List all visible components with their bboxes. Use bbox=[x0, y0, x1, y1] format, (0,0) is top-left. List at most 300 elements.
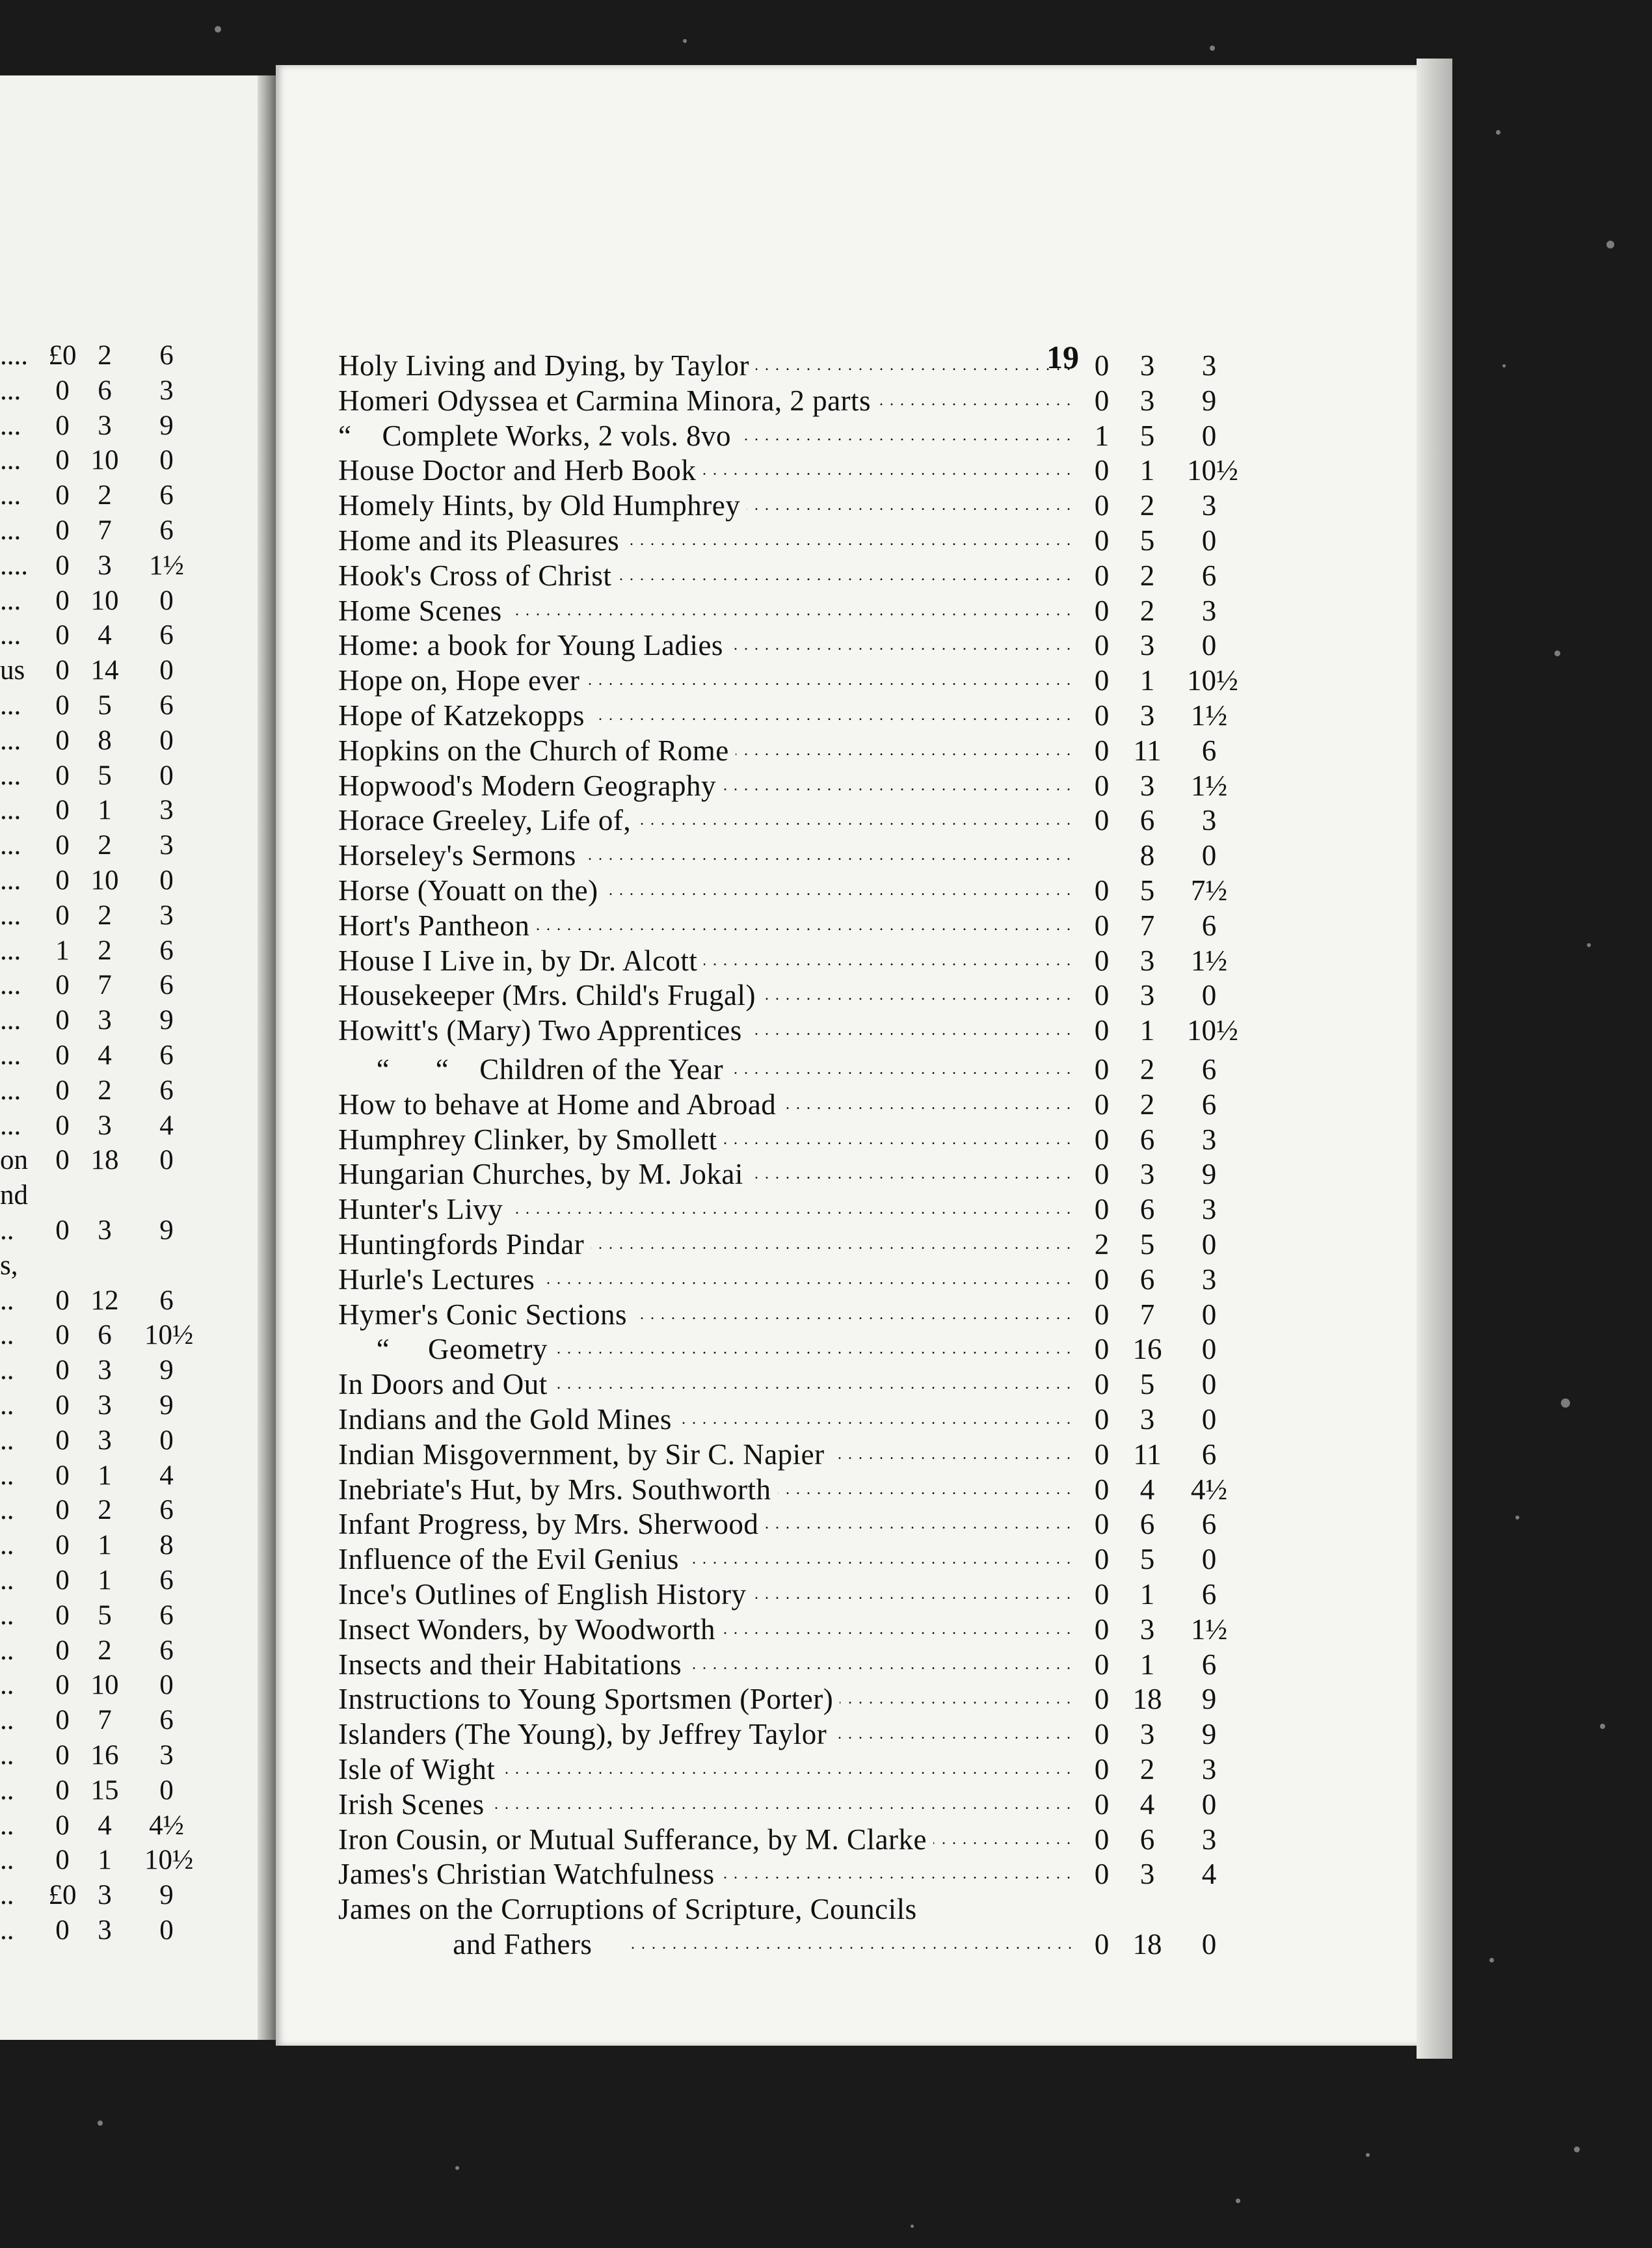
pounds: 0 bbox=[1094, 1403, 1110, 1436]
book-price bbox=[1080, 698, 1262, 733]
pounds: 0 bbox=[55, 1565, 70, 1596]
shillings: 3 bbox=[1139, 1718, 1155, 1751]
book-price bbox=[1080, 978, 1262, 1013]
book-price bbox=[1080, 453, 1262, 488]
book-title bbox=[338, 1612, 1077, 1647]
pounds: 0 bbox=[55, 585, 70, 616]
left-row-tail: .. bbox=[0, 1285, 14, 1316]
shillings: 3 bbox=[98, 550, 112, 581]
shillings: 6 bbox=[1139, 1123, 1155, 1156]
shillings: 3 bbox=[98, 1880, 112, 1911]
pounds: 0 bbox=[55, 1845, 70, 1876]
pence: 6 bbox=[1201, 1088, 1217, 1121]
shillings: 5 bbox=[98, 760, 112, 791]
pounds: 0 bbox=[1094, 1928, 1110, 1960]
list-item bbox=[0, 943, 1228, 978]
pounds: 0 bbox=[1094, 1578, 1110, 1611]
pence: 3 bbox=[159, 795, 174, 826]
pence: 4 bbox=[159, 1110, 174, 1141]
pounds: 0 bbox=[1094, 1123, 1110, 1156]
book-title bbox=[338, 593, 1077, 628]
shillings: 6 bbox=[1139, 804, 1155, 837]
list-item bbox=[0, 803, 1217, 838]
book-title-text: Hunter's Livy bbox=[338, 1193, 509, 1225]
list-item bbox=[0, 1927, 1217, 1962]
shillings: 6 bbox=[1139, 1263, 1155, 1296]
left-row-tail: .. bbox=[0, 1670, 14, 1701]
page-number: 19 bbox=[1046, 339, 1079, 375]
shillings: 3 bbox=[1139, 979, 1155, 1012]
shillings: 2 bbox=[98, 340, 112, 371]
book-title bbox=[338, 768, 1077, 803]
dust-speck bbox=[1431, 449, 1435, 453]
list-item bbox=[0, 1052, 1217, 1087]
list-item bbox=[0, 558, 1217, 593]
book-title-text: Isle of Wight bbox=[338, 1753, 501, 1786]
shillings: 3 bbox=[98, 1005, 112, 1036]
dust-speck bbox=[1587, 943, 1591, 947]
pounds: 0 bbox=[1094, 1787, 1110, 1821]
pence: 3 bbox=[1201, 594, 1217, 627]
pounds: 0 bbox=[1094, 1683, 1110, 1716]
shillings: 1 bbox=[1139, 1014, 1155, 1047]
left-row-tail: .. bbox=[0, 1530, 14, 1561]
list-item bbox=[0, 1506, 1217, 1542]
book-title-text: Horse (Youatt on the) bbox=[338, 874, 605, 907]
pounds: 0 bbox=[1094, 874, 1110, 907]
dust-speck bbox=[455, 2166, 459, 2170]
shillings: 2 bbox=[1139, 559, 1155, 592]
shillings: 10 bbox=[90, 585, 119, 616]
pounds: 0 bbox=[1094, 524, 1110, 557]
shillings: 4 bbox=[1139, 1787, 1155, 1821]
pounds: 0 bbox=[1094, 1718, 1110, 1751]
book-price bbox=[1080, 663, 1262, 698]
book-title-text: Ince's Outlines of English History bbox=[338, 1578, 753, 1611]
book-title-text: “ “ Children of the Year bbox=[338, 1053, 730, 1086]
pounds: 0 bbox=[55, 655, 70, 686]
pence: 0 bbox=[1201, 1928, 1217, 1960]
pence: 6 bbox=[1201, 909, 1217, 942]
book-title bbox=[338, 1331, 1077, 1367]
book-title bbox=[338, 1752, 1077, 1787]
book-title-text: Housekeeper (Mrs. Child's Frugal) bbox=[338, 979, 762, 1011]
book-title-text: Indian Misgovernment, by Sir C. Napier bbox=[338, 1438, 831, 1471]
pence: 9 bbox=[1201, 1718, 1217, 1751]
book-title-text: Hope on, Hope ever bbox=[338, 664, 586, 697]
book-title bbox=[338, 1472, 1077, 1507]
shillings: 2 bbox=[1139, 1088, 1155, 1121]
pounds: 1 bbox=[55, 935, 70, 966]
pounds: 0 bbox=[55, 1110, 70, 1141]
right-page bbox=[276, 65, 1428, 2046]
book-title bbox=[338, 523, 1077, 558]
pence: 3 bbox=[159, 900, 174, 931]
pounds: 0 bbox=[1094, 734, 1110, 767]
pence: 9 bbox=[159, 1355, 174, 1386]
pence: 4 bbox=[159, 1460, 174, 1491]
shillings: 6 bbox=[98, 1320, 112, 1351]
shillings: 3 bbox=[1139, 349, 1155, 382]
pounds: 0 bbox=[55, 550, 70, 581]
book-price bbox=[1080, 1227, 1262, 1262]
pence: 6 bbox=[159, 515, 174, 546]
book-price bbox=[1080, 1681, 1262, 1717]
pence: 9 bbox=[159, 1005, 174, 1036]
pence: 0 bbox=[1201, 1403, 1217, 1436]
book-title-text: “ Complete Works, 2 vols. 8vo bbox=[338, 420, 738, 452]
book-title-text: Holy Living and Dying, by Taylor bbox=[338, 349, 756, 382]
shillings: 7 bbox=[1139, 909, 1155, 942]
pounds: 0 bbox=[55, 1810, 70, 1841]
list-item bbox=[0, 1856, 1217, 1892]
dust-speck bbox=[1366, 2153, 1370, 2157]
left-row-tail: .. bbox=[0, 1635, 14, 1666]
book-title bbox=[338, 733, 1077, 768]
book-title-text: Hope of Katzekopps bbox=[338, 699, 591, 732]
list-item bbox=[0, 978, 1217, 1013]
list-item bbox=[0, 593, 1217, 628]
shillings: 10 bbox=[90, 445, 119, 476]
pence: 7½ bbox=[1190, 874, 1228, 907]
pounds: 0 bbox=[55, 900, 70, 931]
pence: 9 bbox=[1201, 1158, 1217, 1191]
book-title bbox=[338, 1822, 1077, 1857]
list-item bbox=[0, 1717, 1217, 1752]
dust-speck bbox=[215, 26, 221, 33]
left-row-tail: ... bbox=[0, 410, 21, 441]
book-price bbox=[1080, 1506, 1262, 1542]
pounds: 0 bbox=[1094, 349, 1110, 382]
left-row-tail: s, bbox=[0, 1250, 18, 1281]
book-title bbox=[338, 558, 1077, 593]
pence: 9 bbox=[1201, 384, 1217, 417]
shillings: 5 bbox=[1139, 524, 1155, 557]
list-item bbox=[0, 1192, 1217, 1227]
book-price bbox=[1080, 523, 1262, 558]
list-item bbox=[0, 453, 1238, 488]
list-item bbox=[0, 1087, 1217, 1122]
pence: 0 bbox=[1201, 839, 1217, 872]
book-price bbox=[1080, 1192, 1262, 1227]
list-item bbox=[0, 733, 1217, 768]
left-row-tail: .. bbox=[0, 1880, 14, 1911]
book-title bbox=[338, 873, 1077, 908]
shillings: 1 bbox=[98, 1460, 112, 1491]
pence: 6 bbox=[159, 480, 174, 511]
left-row-tail: ... bbox=[0, 1040, 21, 1071]
shillings: 5 bbox=[1139, 1368, 1155, 1401]
pence: 4½ bbox=[149, 1810, 184, 1841]
book-title-text: Hopkins on the Church of Rome bbox=[338, 734, 736, 767]
pence: 10½ bbox=[1187, 664, 1238, 697]
pence: 6 bbox=[1201, 1438, 1217, 1471]
book-price bbox=[1080, 1717, 1262, 1752]
shillings: 18 bbox=[1132, 1683, 1162, 1716]
shillings: 10 bbox=[90, 1670, 119, 1701]
pence: 6 bbox=[159, 1599, 174, 1631]
book-title-text: House Doctor and Herb Book bbox=[338, 454, 702, 487]
book-title bbox=[338, 663, 1077, 698]
book-title-text: Home: a book for Young Ladies bbox=[338, 629, 730, 662]
book-title-text: Insect Wonders, by Woodworth bbox=[338, 1613, 722, 1646]
book-price bbox=[1080, 1297, 1262, 1332]
shillings: 3 bbox=[1139, 629, 1155, 662]
shillings: 16 bbox=[90, 1740, 119, 1771]
list-item bbox=[0, 1472, 1228, 1507]
shillings: 2 bbox=[98, 1495, 112, 1526]
pence: 4 bbox=[1201, 1858, 1217, 1891]
list-item bbox=[0, 1437, 1217, 1472]
pence: 6 bbox=[1201, 1508, 1217, 1541]
pounds: 0 bbox=[1094, 1193, 1110, 1226]
left-row-tail: .. bbox=[0, 1740, 14, 1771]
pence: 6 bbox=[159, 1495, 174, 1526]
pence: 0 bbox=[159, 1425, 174, 1456]
shillings: 2 bbox=[1139, 489, 1155, 522]
dust-speck bbox=[98, 2121, 103, 2126]
book-title bbox=[338, 1402, 1077, 1437]
left-row-tail: .. bbox=[0, 1320, 14, 1351]
pence: 1½ bbox=[1190, 769, 1228, 802]
left-row-tail: .. bbox=[0, 1215, 14, 1246]
book-title bbox=[338, 1122, 1077, 1157]
shillings: 5 bbox=[1139, 1228, 1155, 1261]
list-item bbox=[0, 838, 1217, 873]
pounds: 0 bbox=[55, 1530, 70, 1561]
shillings: 3 bbox=[1139, 384, 1155, 417]
book-price bbox=[1080, 1822, 1262, 1857]
pounds: 0 bbox=[1094, 1858, 1110, 1891]
book-price bbox=[1080, 943, 1262, 978]
shillings: 7 bbox=[98, 1705, 112, 1736]
book-title bbox=[338, 488, 1077, 523]
book-price bbox=[1080, 348, 1262, 383]
list-item bbox=[0, 1227, 1217, 1262]
list-item bbox=[0, 698, 1228, 733]
pence: 0 bbox=[1201, 1228, 1217, 1261]
shillings: 10 bbox=[90, 865, 119, 896]
pounds: 0 bbox=[1094, 1648, 1110, 1681]
shillings: 11 bbox=[1133, 1438, 1162, 1471]
pence: 10½ bbox=[144, 1845, 194, 1876]
pence: 0 bbox=[159, 760, 174, 791]
shillings: 3 bbox=[1139, 1612, 1155, 1646]
list-item bbox=[0, 1752, 1217, 1787]
left-row-tail: ... bbox=[0, 760, 21, 791]
pounds: 0 bbox=[1094, 384, 1110, 417]
pounds: 0 bbox=[55, 1320, 70, 1351]
pounds: 0 bbox=[55, 795, 70, 826]
pence: 6 bbox=[159, 1705, 174, 1736]
book-title bbox=[338, 1506, 1077, 1542]
shillings: 3 bbox=[1139, 699, 1155, 732]
book-price bbox=[1080, 1856, 1262, 1892]
pence: 0 bbox=[1201, 419, 1217, 452]
book-title-text: Insects and their Habitations bbox=[338, 1648, 688, 1681]
pounds: 0 bbox=[55, 515, 70, 546]
pence: 6 bbox=[1201, 1053, 1217, 1086]
pence: 0 bbox=[159, 655, 174, 686]
shillings: 11 bbox=[1133, 734, 1162, 767]
list-item bbox=[0, 1122, 1217, 1157]
pence: 3 bbox=[1201, 489, 1217, 522]
left-row-tail: .. bbox=[0, 1599, 14, 1631]
list-item bbox=[0, 523, 1217, 558]
list-item bbox=[0, 418, 1217, 453]
pence: 9 bbox=[159, 410, 174, 441]
shillings: 18 bbox=[90, 1145, 119, 1176]
book-price bbox=[1080, 838, 1262, 873]
book-price bbox=[1080, 1437, 1262, 1472]
book-price bbox=[1080, 733, 1262, 768]
list-item bbox=[0, 1297, 1217, 1332]
pence: 6 bbox=[1201, 1578, 1217, 1611]
book-title bbox=[338, 1297, 1077, 1332]
shillings: 1 bbox=[1139, 664, 1155, 697]
pence: 6 bbox=[159, 690, 174, 721]
pounds: 0 bbox=[1094, 1612, 1110, 1646]
book-title bbox=[338, 1681, 1077, 1717]
pence: 0 bbox=[1201, 1333, 1217, 1366]
pence: 3 bbox=[159, 1740, 174, 1771]
pounds: £0 bbox=[48, 1880, 77, 1911]
shillings: 3 bbox=[98, 1110, 112, 1141]
book-title-text: Huntingfords Pindar bbox=[338, 1228, 591, 1261]
book-title bbox=[338, 908, 1077, 943]
book-title bbox=[338, 1052, 1077, 1087]
pounds: 0 bbox=[1094, 1298, 1110, 1331]
book-title bbox=[338, 1542, 1077, 1577]
book-title-text: James on the Corruptions of Scripture, Councils bbox=[338, 1893, 924, 1925]
shillings: 2 bbox=[98, 480, 112, 511]
pence: 0 bbox=[159, 585, 174, 616]
pence: 6 bbox=[159, 1075, 174, 1106]
book-title-text: How to behave at Home and Abroad bbox=[338, 1088, 782, 1121]
left-row-tail: .. bbox=[0, 1460, 14, 1491]
book-price bbox=[1080, 1892, 1262, 1927]
list-item bbox=[0, 873, 1228, 908]
book-title bbox=[338, 1192, 1077, 1227]
book-title-text: Infant Progress, by Mrs. Sherwood bbox=[338, 1508, 765, 1540]
book-price bbox=[1080, 1927, 1262, 1962]
pence: 6 bbox=[1201, 734, 1217, 767]
shillings: 5 bbox=[98, 1599, 112, 1631]
pounds: 1 bbox=[1094, 419, 1110, 452]
book-title-text: and Fathers bbox=[338, 1928, 598, 1960]
book-title bbox=[338, 348, 1077, 383]
shillings: 1 bbox=[1139, 1578, 1155, 1611]
book-price bbox=[1080, 383, 1262, 418]
list-item bbox=[0, 1577, 1217, 1612]
book-title bbox=[338, 1892, 1077, 1927]
left-row-tail: .. bbox=[0, 1565, 14, 1596]
shillings: 1 bbox=[98, 1845, 112, 1876]
pence: 0 bbox=[159, 1915, 174, 1946]
shillings: 4 bbox=[1139, 1473, 1155, 1506]
pence: 0 bbox=[159, 725, 174, 756]
book-price bbox=[1080, 1612, 1262, 1647]
pence: 3 bbox=[1201, 804, 1217, 837]
book-title-text: Hymer's Conic Sections bbox=[338, 1298, 633, 1331]
left-row-tail: .... bbox=[0, 340, 28, 371]
pence: 3 bbox=[1201, 349, 1217, 382]
pounds: 0 bbox=[1094, 1158, 1110, 1191]
book-title-text: Home Scenes bbox=[338, 595, 509, 627]
left-row-tail: ... bbox=[0, 830, 21, 861]
pence: 6 bbox=[159, 1565, 174, 1596]
left-row-tail: ... bbox=[0, 515, 21, 546]
book-title-text: James's Christian Watchfulness bbox=[338, 1858, 721, 1890]
book-title-text: Inebriate's Hut, by Mrs. Southworth bbox=[338, 1473, 778, 1506]
book-title bbox=[338, 1437, 1077, 1472]
book-title bbox=[338, 1856, 1077, 1892]
pence: 3 bbox=[1201, 1823, 1217, 1856]
book-title bbox=[338, 803, 1077, 838]
pounds: 0 bbox=[55, 1355, 70, 1386]
pence: 1½ bbox=[1190, 699, 1228, 732]
left-row-tail: nd bbox=[0, 1180, 28, 1211]
book-price bbox=[1080, 1087, 1262, 1122]
pounds: 0 bbox=[1094, 909, 1110, 942]
pence: 0 bbox=[1201, 524, 1217, 557]
pence: 0 bbox=[159, 1145, 174, 1176]
shillings: 3 bbox=[98, 1915, 112, 1946]
book-title-text: Humphrey Clinker, by Smollett bbox=[338, 1123, 724, 1156]
book-title-text: In Doors and Out bbox=[338, 1368, 554, 1400]
shillings: 3 bbox=[1139, 1403, 1155, 1436]
pence: 6 bbox=[159, 1285, 174, 1316]
book-title bbox=[338, 1717, 1077, 1752]
pence: 0 bbox=[1201, 979, 1217, 1012]
book-price bbox=[1080, 1577, 1262, 1612]
pounds: 0 bbox=[55, 1635, 70, 1666]
book-title-text: Hungarian Churches, by M. Jokai bbox=[338, 1158, 750, 1190]
left-row-tail: ... bbox=[0, 725, 21, 756]
pounds: 0 bbox=[55, 1005, 70, 1036]
left-row-tail: .. bbox=[0, 1845, 14, 1876]
pence: 1½ bbox=[1190, 1612, 1228, 1646]
pence: 9 bbox=[1201, 1683, 1217, 1716]
dust-speck bbox=[1561, 1398, 1570, 1408]
pounds: 0 bbox=[1094, 1543, 1110, 1576]
book-title-text: Iron Cousin, or Mutual Sufferance, by M. Clarke bbox=[338, 1823, 933, 1856]
book-price bbox=[1080, 1647, 1262, 1682]
shillings: 14 bbox=[90, 655, 119, 686]
left-row-tail: ... bbox=[0, 970, 21, 1001]
left-row-tail: ... bbox=[0, 795, 21, 826]
book-price bbox=[1080, 1752, 1262, 1787]
book-price bbox=[1080, 1052, 1262, 1087]
shillings: 7 bbox=[1139, 1298, 1155, 1331]
left-row-tail: ... bbox=[0, 900, 21, 931]
shillings: 1 bbox=[98, 1565, 112, 1596]
book-title bbox=[338, 1367, 1077, 1402]
pounds: 0 bbox=[1094, 1473, 1110, 1506]
book-title bbox=[338, 453, 1077, 488]
left-row-tail: ... bbox=[0, 585, 21, 616]
pounds: 0 bbox=[55, 375, 70, 406]
book-title bbox=[338, 1787, 1077, 1822]
pounds: 0 bbox=[55, 970, 70, 1001]
book-title-text: House I Live in, by Dr. Alcott bbox=[338, 944, 704, 977]
book-title bbox=[338, 1087, 1077, 1122]
shillings: 3 bbox=[1139, 1158, 1155, 1191]
book-title bbox=[338, 1927, 1077, 1962]
left-row-tail: ... bbox=[0, 690, 21, 721]
shillings: 7 bbox=[98, 970, 112, 1001]
pounds: 0 bbox=[1094, 699, 1110, 732]
